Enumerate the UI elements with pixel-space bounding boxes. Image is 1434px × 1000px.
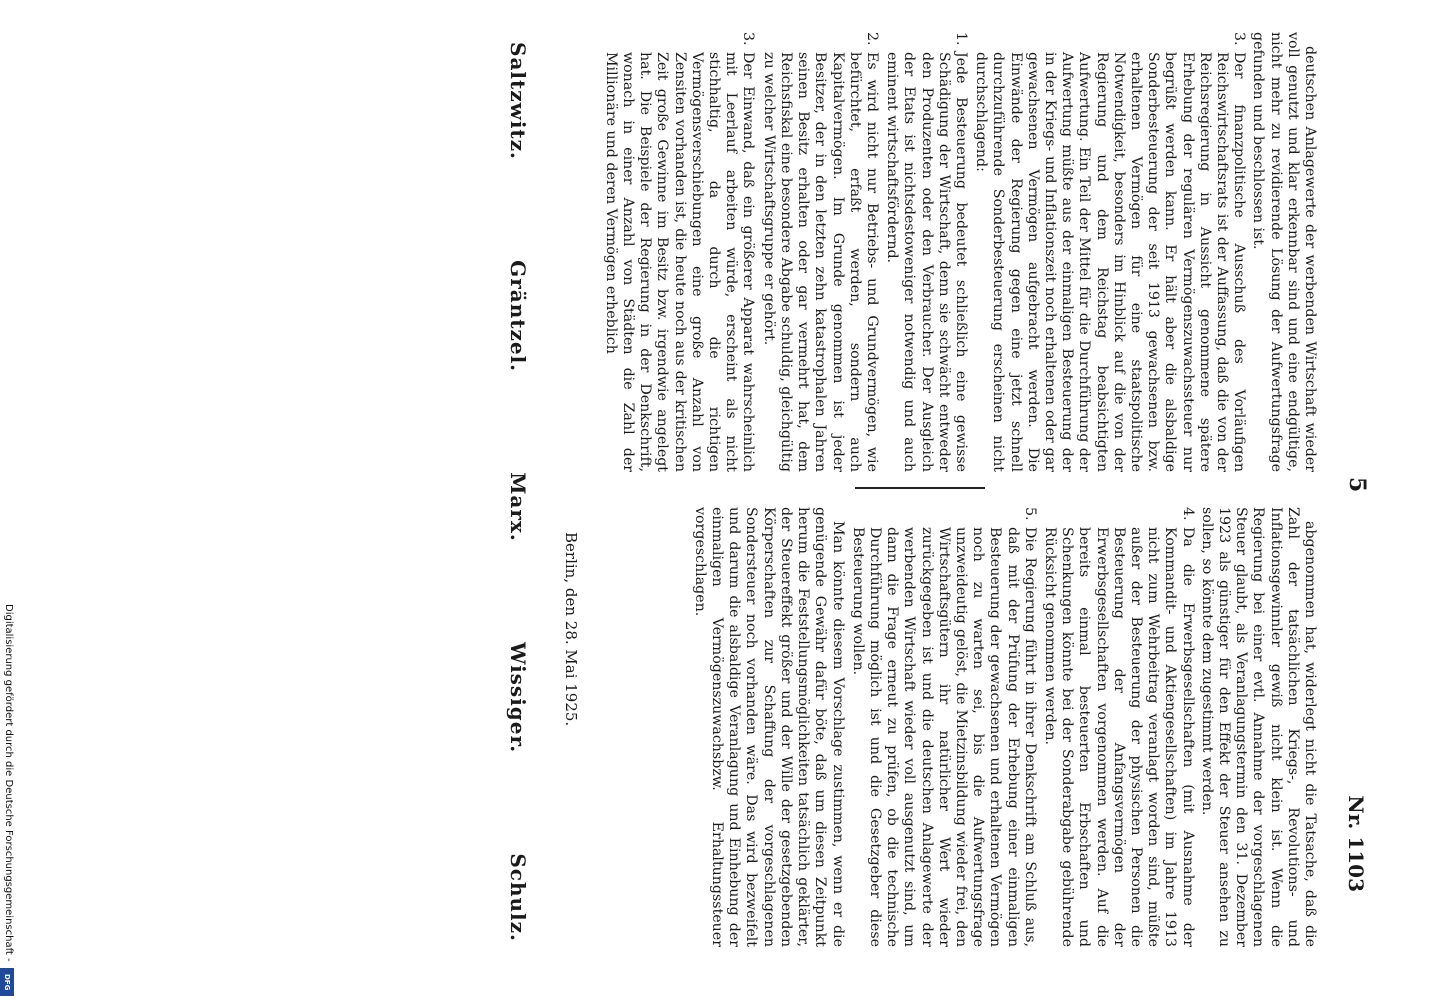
numbered-item (602, 32, 757, 472)
item-number: 2. (863, 32, 880, 46)
document-number: Nr. 1103 (1344, 795, 1368, 892)
signature: Marx. (506, 472, 530, 542)
document-page (410, 22, 1370, 962)
numbered-item (972, 32, 1247, 472)
signature: Gräntzel. (506, 260, 530, 373)
item-text: Da die Erwerbsgesellschaften (mit Ausnahme der Kommandit- und Aktiengesellschaften) im Jahre 1913 nicht zum Wehrbeitrag veranlagt worden sind, müßte außer der Besteuerung der physischen Personen die Besteuerung der Anfangsvermögen der Erwerbsgesellschaften vorgenommen werden. Auf die bereits einmal besteuerten Erbschaften und Schenkungen könnte bei der Sonderabgabe gebührende Rücksicht genommen werden. (1041, 527, 1196, 947)
signature-line (506, 42, 530, 942)
left-column (599, 32, 1318, 472)
item-text: Es wird nicht nur Betriebs- und Grundvermögen, wie befürchtet, erfaßt werden, sondern auch Kapitalvermögen. Im Grunde genommen ist jeder Besitzer, der in den letzten zehn katastrophalen Jahren seinen Besitz erhalten oder gar vermehrt hat, dem Reichsfiskal eine besondere Abgabe schuldig, gleichgültig zu welcher Wirtschaftsgruppe er gehört. (760, 52, 880, 472)
item-text: Der Einwand, daß ein größerer Apparat wahrscheinlich mit Leerlauf arbeiten würde, erscheint als nicht stichhaltig, da durch die richtigen Vermögensverschiebungen eine große Anzahl von Zensiten vorhanden ist, die heute noch aus der kritischen Zeit große Gewinne im Besitz bzw. irgendwie angelegt hat. Die Beispiele der Regierung in der Denkschrift, wonach in einer Anzahl von Städten die Zahl der Millionäre und deren Vermögen erheblich (602, 52, 757, 472)
digitization-credit: Digitalisierung gefördert durch die Deutsche Forschungsgemeinschaft - (3, 604, 14, 962)
signature: Schulz. (506, 853, 530, 942)
numbered-item (760, 32, 880, 472)
item-text: Der finanzpolitische Ausschuß des Vorläufigen Reichswirtschaftsrats ist der Auffassung, daß die von der Reichsregierung in Aussicht genommene spätere Erhebung der regulären Vermögenszuwachssteuer nur begrüßt werden kann. Er hält aber die alsbaldige Sonderbesteuerung der seit 1913 gewachsenen bzw. erhaltenen Vermögen für eine staatspolitische Notwendigkeit, besonders im Hinblick auf die von der Regierung und dem Reichstag beabsichtigten Aufwertung. Ein Teil der Mittel für die Durchführung der Aufwertung müßte aus der einmaligen Besteuerung der in der Kriegs- und Inflationszeit noch erhaltenen oder gar gewachsenen Vermögen aufgebracht werden. Die Einwände der Regierung gegen eine jetzt schnell durchzuführende Sonderbesteuerung erscheinen nicht durchschlagend: (973, 52, 1248, 472)
numbered-item (1041, 507, 1196, 947)
right-column (689, 507, 1318, 947)
signature: Saltzwitz. (506, 42, 530, 160)
item-text: Jede Besteuerung bedeutet schließlich eine gewisse Schädigung der Wirtschaft, denn sie schwächt entweder den Produzenten oder den Verbraucher. Der Ausgleich der Etats ist nichtsdestoweniger notwendig und auch eminent wirtschaftsfördernd. (884, 52, 969, 472)
numbered-item (883, 32, 969, 472)
numbered-item (849, 507, 1038, 947)
closing-paragraph: Man könnte diesem Vorschlage zustimmen, wenn er die genügende Gewähr dafür böte, daß um diesen Zeitpunkt herum die Feststellungsmöglichkeiten tatsächlich geklärter, der Steuereffekt größer und der Wille der gesetzgebenden Körperschaften zur Schaffung der vorgeschlagenen Sondersteuer noch vorhanden wäre. Das wird bezweifelt und darum die alsbaldige Veranlagung und Einhebung der einmaligen Vermögenszuwachsbzw. Erhaltungssteuer vorgeschlagen. (691, 507, 846, 947)
item-number: 3. (1231, 32, 1248, 46)
signature: Wissiger. (506, 641, 530, 754)
item-text: Die Regierung führt in ihrer Denkschrift am Schluß aus, daß mit der Prüfung der Erhebung einer einmaligen Besteuerung der gewachsenen und erhaltenen Vermögen noch zu warten sei, bis die Aufwertungsfrage unzweideutig gelöst, die Mietzinsbildung wieder frei, den Wirtschaftsgütern ihr natürlicher Wert wieder zurückgegeben ist und die deutschen Anlagewerte der werbenden Wirtschaft wieder voll ausgenutzt sind, um dann die Frage erneut zu prüfen, ob die technische Durchführung möglich ist und die Gesetzgeber diese Besteuerung wollen. (849, 527, 1038, 947)
column-divider (925, 487, 985, 489)
item-number: 1. (952, 32, 969, 46)
item-number: 3. (740, 32, 757, 46)
place-date: Berlin, den 28. Mai 1925. (562, 532, 580, 727)
item-number: 4. (1179, 507, 1196, 521)
divider-line (855, 487, 985, 489)
paragraph-continuation: deutschen Anlagewerte der werbenden Wirtschaft wieder voll genutzt und klar erkennbar sind und eine endgültige, nicht mehr zu revidierende Lösung der Aufwertungsfrage gefunden und beschlossen ist. (1250, 32, 1318, 472)
paragraph-continuation: abgenommen hat, widerlegt nicht die Tatsache, daß die Zahl der tatsächlichen Kriegs-, Revolutions- und Inflationsgewinnler gewiß nicht klein ist. Wenn die Regierung bei einer evtl. Annahme der vorgeschlagenen Steuer glaubt, als Veranlagungstermin den 31. Dezember 1923 als günstiger für den Effekt der Steuer ansehen zu sollen, so könnte dem zugestimmt werden. (1198, 507, 1318, 947)
page-number: 5 (1344, 477, 1370, 493)
item-number: 5. (1021, 507, 1038, 521)
dfg-logo: DFG (0, 968, 14, 996)
page-header (1330, 22, 1370, 962)
